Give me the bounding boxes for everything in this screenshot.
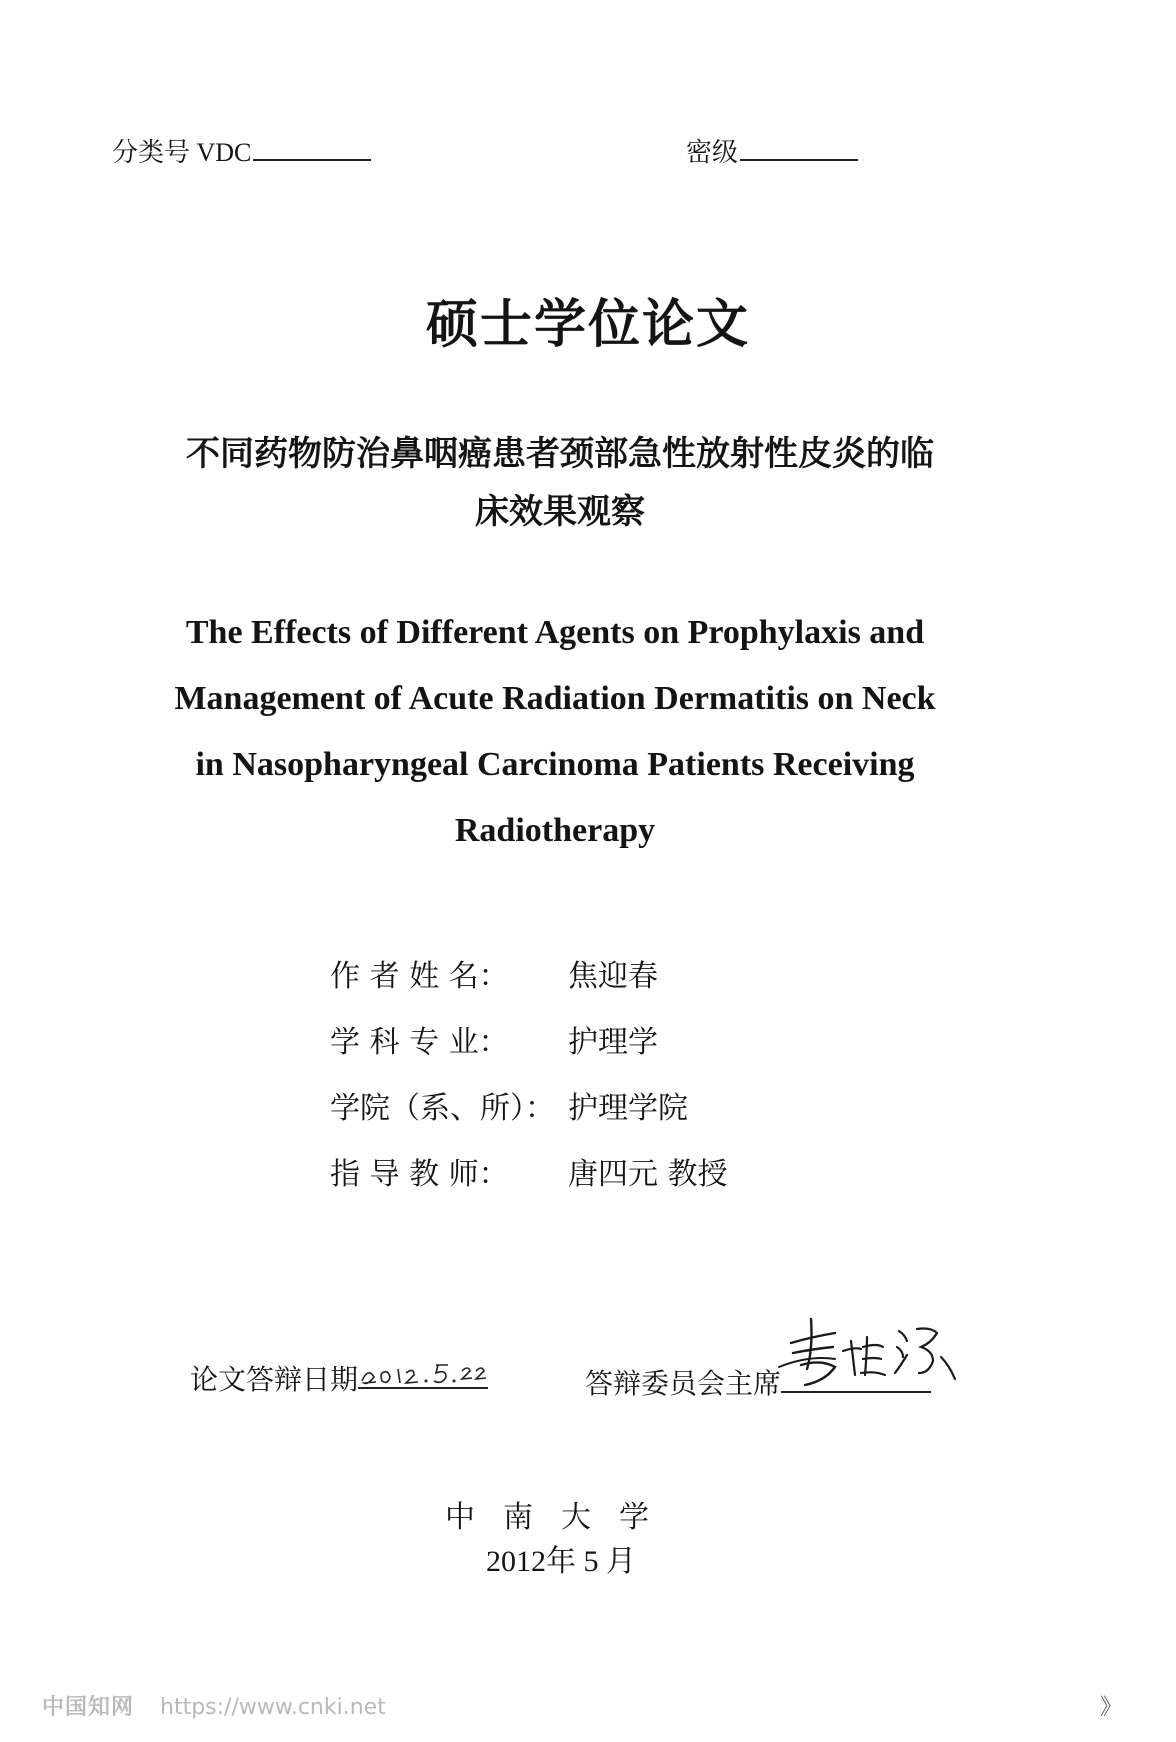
school-value: 护理学院	[568, 1091, 688, 1126]
english-title-line-1: The Effects of Different Agents on Prophylaxis and	[185, 614, 925, 651]
committee-chair-field	[585, 1362, 931, 1402]
advisor-label: 指 导 教 师：	[330, 1157, 509, 1192]
committee-chair-label: 答辩委员会主席	[585, 1367, 782, 1400]
committee-chair-blank	[781, 1367, 931, 1393]
classification-field	[112, 132, 371, 169]
author-value: 焦迎春	[568, 959, 658, 994]
university-name: 中南大学	[445, 1500, 677, 1535]
defense-date-field	[190, 1358, 488, 1398]
classification-blank	[253, 159, 371, 161]
info-row-author	[330, 940, 728, 1006]
advisor-value: 唐四元 教授	[568, 1157, 728, 1192]
school-label: 学院（系、所）：	[330, 1091, 555, 1126]
defense-date-label: 论文答辩日期	[190, 1363, 359, 1396]
info-row-major	[330, 1006, 728, 1072]
secrecy-blank	[740, 159, 858, 161]
major-label: 学 科 专 业：	[330, 1025, 509, 1060]
secrecy-field	[686, 132, 858, 169]
chinese-title-line-1: 不同药物防治鼻咽癌患者颈部急性放射性皮炎的临	[186, 434, 934, 474]
english-title	[115, 600, 995, 864]
cnki-url: https://www.cnki.net	[160, 1695, 386, 1720]
english-title-line-3: in Nasopharyngeal Carcinoma Patients Receiving	[195, 746, 915, 783]
info-row-school	[330, 1072, 728, 1138]
cnki-watermark	[42, 1690, 386, 1721]
chinese-title	[120, 425, 1000, 541]
english-title-line-4: Radiotherapy	[454, 812, 656, 849]
committee-chair-signature	[771, 1307, 971, 1397]
thesis-type-title: 硕士学位论文	[425, 295, 750, 355]
info-row-advisor	[330, 1138, 728, 1204]
english-title-line-2: Management of Acute Radiation Dermatitis on Neck	[174, 680, 936, 717]
submission-date: 2012年 5 月	[486, 1545, 636, 1578]
author-label: 作 者 姓 名：	[330, 959, 509, 994]
cnki-logo: 中国知网	[42, 1695, 135, 1720]
chinese-title-line-2: 床效果观察	[475, 492, 645, 532]
author-info	[330, 940, 728, 1204]
page-mark: 》	[1100, 1695, 1123, 1720]
secrecy-label: 密级	[686, 138, 739, 168]
defense-date-handwriting	[358, 1351, 498, 1391]
classification-label: 分类号 VDC	[112, 138, 252, 167]
defense-date-blank	[358, 1361, 488, 1389]
major-value: 护理学	[568, 1025, 658, 1060]
